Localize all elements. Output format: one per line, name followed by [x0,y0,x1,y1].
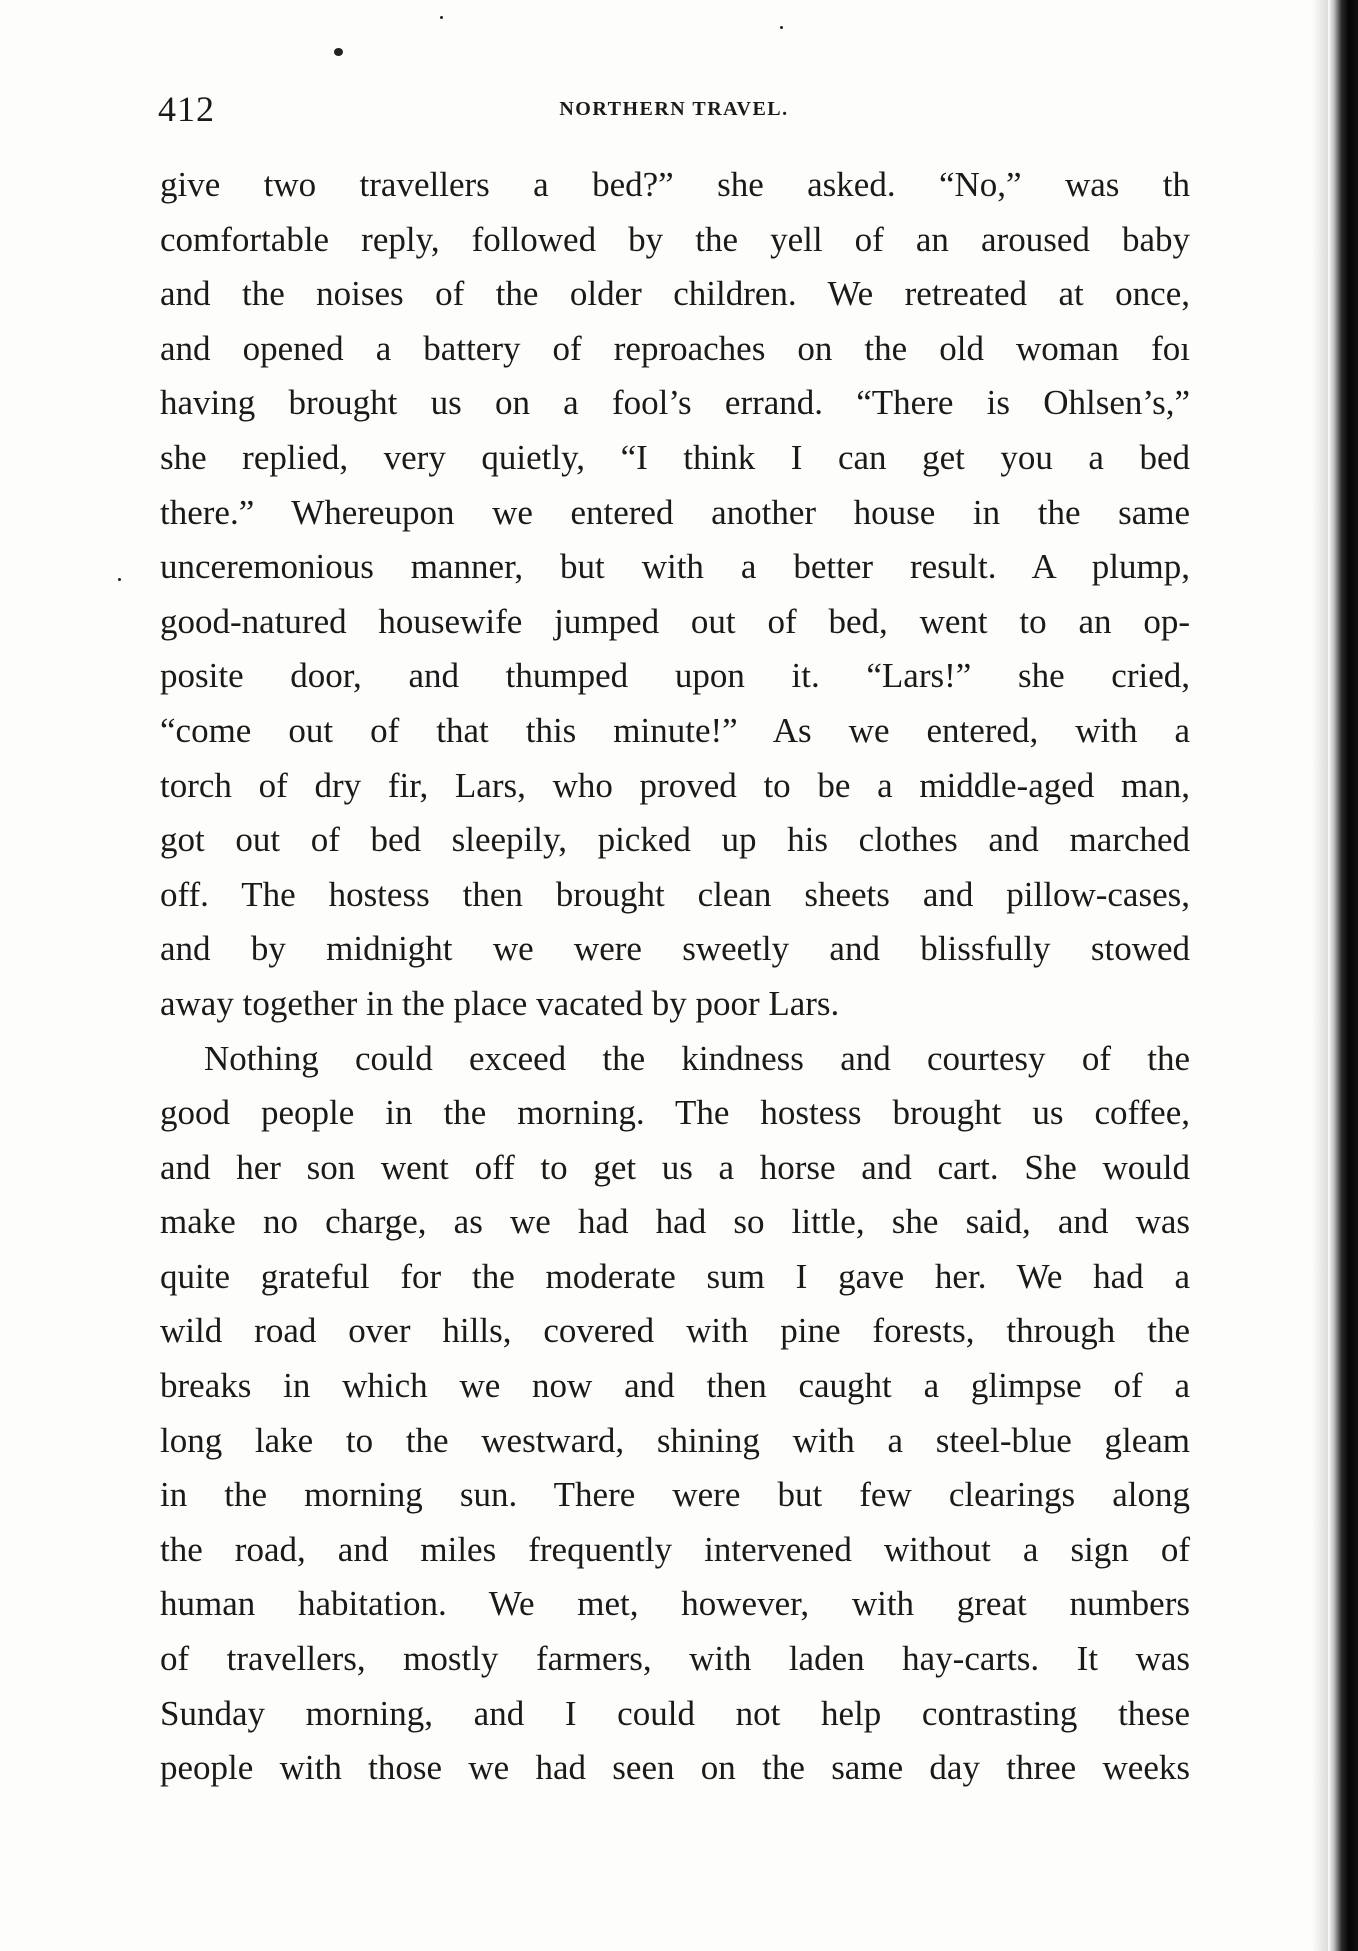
binding-edge [1328,0,1358,1951]
text-line: and her son went off to get us a horse and cart. She would [160,1147,1190,1187]
ink-speck [118,578,121,581]
text-line: give two travellers a bed?” she asked. “No,” was th [160,165,1190,204]
text-line: and by midnight we were sweetly and blissfully stowed [160,929,1190,969]
text-line: wild road over hills, covered with pine forests, through the [160,1311,1190,1351]
text-line: torch of dry fir, Lars, who proved to be a middle-aged man, [160,765,1190,805]
text-line: quite grateful for the moderate sum I gave her. We had a [160,1256,1190,1296]
text-line: she replied, very quietly, “I think I can get you a bed [160,437,1190,477]
page-header [158,88,1190,138]
text-line: breaks in which we now and then caught a glimpse of a [160,1366,1190,1406]
text-line: in the morning sun. There were but few clearings along [160,1475,1190,1515]
text-line: got out of bed sleepily, picked up his clothes and marched [160,820,1190,860]
text-line: comfortable reply, followed by the yell of an aroused baby [160,219,1190,259]
text-line: human habitation. We met, however, with great numbers [160,1584,1190,1624]
text-line: having brought us on a fool’s errand. “There is Ohlsen’s,” [160,383,1190,423]
page-gutter-shadow [1312,0,1328,1951]
text-line: good-natured housewife jumped out of bed, went to an op- [160,601,1190,641]
body-text [160,158,1190,1796]
text-line: posite door, and thumped upon it. “Lars!” she cried, [160,656,1190,696]
text-line: there.” Whereupon we entered another house in the same [160,492,1190,532]
text-line: Sunday morning, and I could not help contrasting these [160,1693,1190,1733]
paragraph-start-line: Nothing could exceed the kindness and courtesy of the [204,1038,1190,1078]
text-line: make no charge, as we had had so little, she said, and was [160,1202,1190,1242]
text-line: of travellers, mostly farmers, with laden hay-carts. It was [160,1639,1190,1679]
text-line: off. The hostess then brought clean sheets and pillow-cases, [160,874,1190,914]
ink-speck [440,16,443,19]
text-line: long lake to the westward, shining with a steel-blue gleam [160,1420,1190,1460]
ink-speck [780,26,783,29]
text-line: good people in the morning. The hostess brought us coffee, [160,1093,1190,1133]
text-line: and the noises of the older children. We retreated at once, [160,274,1190,314]
text-line: and opened a battery of reproaches on the old woman foı [160,328,1190,368]
page-number: 412 [158,89,215,129]
paragraph-end-line: away together in the place vacated by poor Lars. [160,983,840,1023]
text-line: unceremonious manner, but with a better result. A plump, [160,547,1190,587]
text-line: people with those we had seen on the same day three weeks [160,1748,1190,1788]
running-title: NORTHERN TRAVEL. [559,98,789,120]
text-line: “come out of that this minute!” As we entered, with a [160,710,1190,750]
text-line: the road, and miles frequently intervened without a sign of [160,1529,1190,1569]
ink-speck [334,48,343,56]
